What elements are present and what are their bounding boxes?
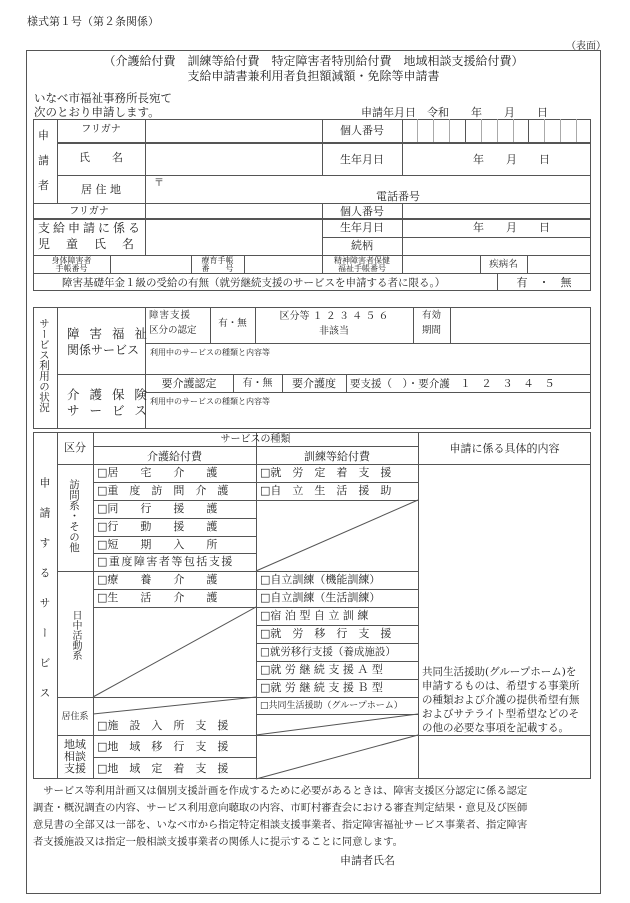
child-relation-label: 続柄 xyxy=(351,239,373,252)
ryoiku-handbook-label-2: 番 号 xyxy=(201,264,234,273)
note-line: およびサテライト型希望などのそ xyxy=(422,708,580,720)
service-checkbox-facility[interactable]: □施 設 入 所 支 援 xyxy=(97,719,229,732)
applicant-furigana-label: フリガナ xyxy=(81,124,121,135)
application-date[interactable]: 申請年月日 令和 年 月 日 xyxy=(361,106,548,119)
applicant-side-label-3: 者 xyxy=(38,179,49,192)
child-label-1: 支給申請に係る xyxy=(38,221,144,235)
welfare-service-label-1: 障 害 福 祉 xyxy=(67,326,150,341)
child-id-label: 個人番号 xyxy=(340,205,384,218)
valid-period-label-2: 期間 xyxy=(421,325,441,336)
service-checkbox-independent-living[interactable]: □自 立 生 活 援 助 xyxy=(260,484,392,497)
child-birth-label: 生年月日 xyxy=(340,221,384,234)
service-checkbox-comprehensive[interactable]: □重度障害者等包括支援 xyxy=(97,555,234,568)
applicant-birth-label: 生年月日 xyxy=(340,153,384,166)
service-checkbox-residential-training[interactable]: □宿 泊 型 自 立 訓 練 xyxy=(260,609,369,622)
strike-day-care xyxy=(93,607,256,697)
service-checkbox-life-care[interactable]: □生 活 介 護 xyxy=(97,591,218,604)
applicant-side-label-2: 請 xyxy=(38,154,49,167)
support-cert-label-2: 区分の認定 xyxy=(149,325,197,336)
strike-home-care xyxy=(93,697,256,714)
form-title-line1: （介護給付費 訓練等給付費 特定障害者特別給付費 地域相談支援給付費） xyxy=(103,54,524,68)
support-cert-yesno[interactable]: 有・無 xyxy=(218,318,247,329)
consent-line: サービス等利用計画又は個別支援計画を作成するために必要があるときは、障害支援区分認定に係る認定 xyxy=(33,785,528,797)
service-checkbox-home-help[interactable]: □居 宅 介 護 xyxy=(97,466,218,479)
phone-label: 電話番号 xyxy=(376,190,420,203)
support-grade-options[interactable]: 区分等 １ ２ ３ ４ ５ ６ xyxy=(279,311,389,322)
service-checkbox-accompany[interactable]: □同 行 援 護 xyxy=(97,502,218,515)
training-column-header: 訓練等給付費 xyxy=(304,450,370,463)
child-birth-value[interactable]: 年 月 日 xyxy=(473,221,550,234)
note-line: 共同生活援助(グループホーム)を xyxy=(422,666,577,678)
consent-line: 者支援施設又は指定一般相談支援事業者の関係人に提示することに同意します。 xyxy=(33,836,403,848)
applicant-name-label: 氏 名 xyxy=(79,151,123,164)
form-number: 様式第１号（第２条関係） xyxy=(27,15,159,28)
detail-column-header: 申請に係る具体的内容 xyxy=(449,442,560,455)
strike-visit-training xyxy=(256,500,418,571)
signature-input[interactable] xyxy=(400,852,585,870)
applicant-side-label-1: 申 xyxy=(38,129,49,142)
service-checkbox-community-transition[interactable]: □地 域 移 行 支 援 xyxy=(97,740,229,753)
consent-line: 調査・概況調査の内容、サービス利用意向聴取の内容、市町村審査会における審査判定結果・意見及び医師 xyxy=(33,802,528,814)
service-checkbox-behavior[interactable]: □行 動 援 護 xyxy=(97,520,218,533)
services-side-label: 申請するサービス xyxy=(38,477,51,717)
pension-label: 障害基礎年金１級の受給の有無（就労継続支援のサービスを申請する者に限る。） xyxy=(62,277,446,289)
physical-handbook-label-1: 身体障害者 xyxy=(51,256,92,265)
care-level-options[interactable]: 要支援（ ）・要介護 １ ２ ３ ４ ５ xyxy=(350,378,555,390)
service-checkbox-continuous-a[interactable]: □就 労 継 続 支 援 Ａ 型 xyxy=(260,663,383,676)
note-line: 申請するものは、希望する事業所 xyxy=(422,680,580,692)
front-side-label: （表面） xyxy=(566,41,606,52)
valid-period-label-1: 有効 xyxy=(421,310,441,321)
service-checkbox-group-home[interactable]: □共同生活援助（グループホーム） xyxy=(260,701,403,711)
mental-handbook-label-2: 福祉手帳番号 xyxy=(338,264,386,273)
care-insurance-label-2: サ ー ビ ス xyxy=(67,403,150,418)
child-label-2: 児 童 氏 名 xyxy=(38,237,137,251)
strike-local-training xyxy=(256,735,418,779)
care-cert-label: 要介護認定 xyxy=(161,377,217,390)
support-grade-na[interactable]: 非該当 xyxy=(319,326,349,337)
service-checkbox-medical-care[interactable]: □療 養 介 護 xyxy=(97,573,218,586)
category-local: 地域相談支援 xyxy=(64,738,86,775)
ryoiku-handbook-label-1: 療育手帳 xyxy=(201,256,234,265)
applicant-id-label: 個人番号 xyxy=(340,124,384,137)
service-checkbox-function-training[interactable]: □自立訓練（機能訓練） xyxy=(260,573,381,586)
care-column-header: 介護給付費 xyxy=(147,450,202,463)
care-insurance-label-1: 介 護 保 険 xyxy=(67,387,150,402)
welfare-service-label-2: 関係サービス xyxy=(67,343,140,357)
care-cert-yesno[interactable]: 有・無 xyxy=(242,378,273,389)
category-visit: 訪問系・その他 xyxy=(68,479,80,553)
form-title-line2: 支給申請書兼利用者負担額減額・免除等申請書 xyxy=(187,69,440,83)
disease-label: 疾病名 xyxy=(489,259,518,270)
service-checkbox-severe-visit[interactable]: □重 度 訪 問 介 護 xyxy=(97,484,229,497)
care-in-use-label: 利用中のサービスの種類と内容等 xyxy=(150,397,270,406)
physical-handbook-label-2: 手帳番号 xyxy=(55,264,88,273)
support-cert-label-1: 障害支援 xyxy=(149,310,192,321)
signature-label: 申請者氏名 xyxy=(340,854,395,867)
service-checkbox-employment-transition[interactable]: □就 労 移 行 支 援 xyxy=(260,627,392,640)
applicant-birth-value[interactable]: 年 月 日 xyxy=(473,153,550,166)
service-checkbox-employment-settle[interactable]: □就 労 定 着 支 援 xyxy=(260,466,392,479)
pension-value[interactable]: 有 ・ 無 xyxy=(516,276,572,289)
service-checkbox-community-settle[interactable]: □地 域 定 着 支 援 xyxy=(97,762,229,775)
welfare-in-use-label: 利用中のサービスの種類と内容等 xyxy=(150,348,270,357)
consent-line: 意見書の全部又は一部を、いなべ市から指定特定相談支援事業者、指定障害福祉サービス事業者、指定障害 xyxy=(33,819,528,831)
addressee: いなべ市福祉事務所長宛て xyxy=(34,91,172,105)
category-day: 日中活動系 xyxy=(70,610,81,660)
applicant-address-label: 居 住 地 xyxy=(81,183,121,196)
child-furigana-label: フリガナ xyxy=(69,206,109,217)
service-checkbox-life-training[interactable]: □自立訓練（生活訓練） xyxy=(260,591,381,604)
note-line: の他の必要な事項を記載する。 xyxy=(422,722,569,734)
service-checkbox-employment-transition-school[interactable]: □就労移行支援（養成施設） xyxy=(260,646,396,658)
intro-text: 次のとおり申請します。 xyxy=(34,105,160,119)
service-checkbox-short-stay[interactable]: □短 期 入 所 xyxy=(97,538,218,551)
category-header: 区分 xyxy=(64,441,86,454)
service-types-header: サービスの種類 xyxy=(220,434,291,445)
category-home: 居住系 xyxy=(61,712,89,722)
usage-side-label: サービス利用の状況 xyxy=(38,318,50,413)
care-level-label: 要介護度 xyxy=(292,377,336,390)
note-line: の種類および介護の提供希望有無 xyxy=(422,694,580,706)
mental-handbook-label-1: 精神障害者保健 xyxy=(334,256,390,265)
service-checkbox-continuous-b[interactable]: □就 労 継 続 支 援 Ｂ 型 xyxy=(260,681,383,694)
postal-mark: 〒 xyxy=(154,178,164,189)
strike-home-training xyxy=(256,714,418,735)
